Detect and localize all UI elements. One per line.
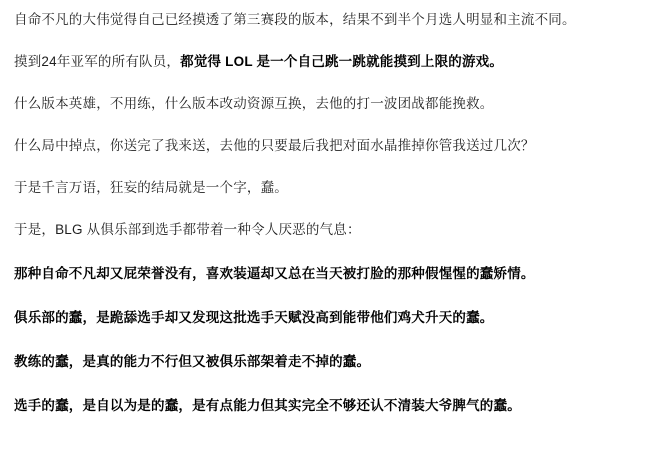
paragraph-3: 什么版本英雄，不用练，什么版本改动资源互换，去他的打一波团战都能挽救。: [14, 96, 494, 111]
paragraph-10: 选手的蠢，是自以为是的蠢，是有点能力但其实完全不够还认不清装大爷脾气的蠢。: [14, 398, 521, 413]
paragraph-block: [14, 136, 651, 178]
paragraph-block: [14, 352, 651, 396]
paragraph-7: 那种自命不凡却又屁荣誉没有，喜欢装逼却又总在当天被打脸的那种假惺惺的蠢矫情。: [14, 266, 535, 281]
paragraph-block: [14, 308, 651, 352]
paragraph-block: [14, 178, 651, 220]
paragraph-9: 教练的蠢，是真的能力不行但又被俱乐部架着走不掉的蠢。: [14, 354, 371, 369]
paragraph-2-run-normal: 摸到24年亚军的所有队员，: [14, 54, 181, 69]
paragraph-block: [14, 52, 651, 94]
paragraph-block: [14, 10, 651, 52]
paragraph-block: [14, 264, 651, 308]
paragraph-6: 于是，BLG 从俱乐部到选手都带着一种令人厌恶的气息：: [14, 222, 361, 237]
paragraph-block: [14, 396, 651, 440]
paragraph-1: 自命不凡的大伟觉得自己已经摸透了第三赛段的版本，结果不到半个月选人明显和主流不同。: [14, 12, 576, 27]
paragraph-4: 什么局中掉点，你送完了我来送，去他的只要最后我把对面水晶推掉你管我送过几次？: [14, 138, 535, 153]
paragraph-8: 俱乐部的蠢，是跪舔选手却又发现这批选手天赋没高到能带他们鸡犬升天的蠢。: [14, 310, 494, 325]
paragraph-block: [14, 94, 651, 136]
page-left-margin: [0, 0, 3, 459]
paragraph-block: [14, 220, 651, 264]
paragraph-2-run-bold: 都觉得 LOL 是一个自己跳一跳就能摸到上限的游戏。: [180, 54, 504, 69]
paragraph-5: 于是千言万语，狂妄的结局就是一个字，蠢。: [14, 180, 288, 195]
paragraph-2: [14, 52, 651, 72]
